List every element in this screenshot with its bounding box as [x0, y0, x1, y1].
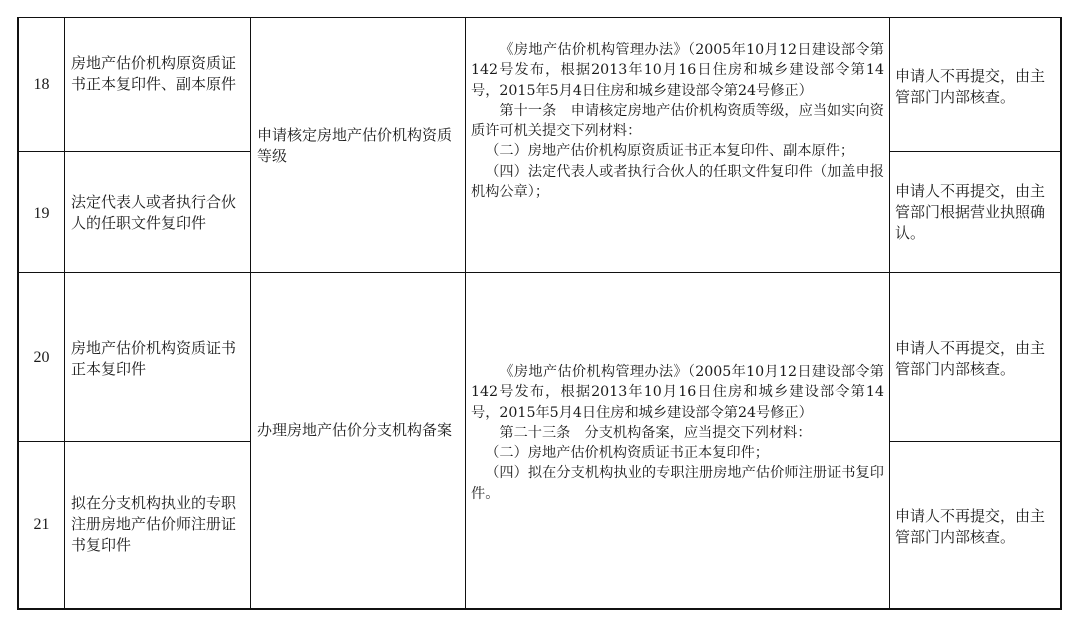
row-number: 20	[33, 349, 50, 366]
table-border-top	[17, 17, 1062, 18]
handling-cell: 申请人不再提交，由主管部门内部核查。	[895, 339, 1046, 378]
article-clause: （二）房地产估价机构资质证书正本复印件；	[485, 445, 769, 462]
column-divider	[889, 17, 890, 610]
material-cell: 法定代表人或者执行合伙人的任职文件复印件	[71, 193, 237, 232]
handling-cell: 申请人不再提交，由主管部门根据营业执照确认。	[895, 182, 1046, 242]
article-clause: （二）房地产估价机构原资质证书正本复印件、副本原件；	[485, 143, 855, 160]
row-divider	[889, 441, 1061, 442]
article-clause: （四）拟在分支机构执业的专职注册房地产估价师注册证书复印件。	[471, 465, 884, 502]
article-text: 第二十三条 分支机构备案，应当提交下列材料：	[499, 424, 812, 441]
column-divider	[465, 17, 466, 610]
regulation-citation: 《房地产估价机构管理办法》（2005年10月12日建设部令第142号发布，根据2013年10月16日住房和城乡建设部令第14号，2015年5月4日住房和城乡建设部令第24号修正）	[471, 42, 884, 99]
row-number: 21	[33, 516, 50, 533]
table-border-bottom	[17, 608, 1062, 610]
row-divider	[17, 151, 251, 152]
regulation-citation: 《房地产估价机构管理办法》（2005年10月12日建设部令第142号发布，根据2013年10月16日住房和城乡建设部令第14号，2015年5月4日住房和城乡建设部令第24号修正）	[471, 364, 884, 421]
table-border-right	[1060, 17, 1062, 610]
handling-cell: 申请人不再提交，由主管部门内部核查。	[895, 507, 1046, 546]
legal-basis-cell	[471, 40, 884, 202]
material-cell: 房地产估价机构原资质证书正本复印件、副本原件	[71, 54, 237, 93]
row-divider	[17, 441, 251, 442]
handling-cell: 申请人不再提交，由主管部门内部核查。	[895, 67, 1046, 106]
article-clause: （四）法定代表人或者执行合伙人的任职文件复印件（加盖申报机构公章）；	[471, 163, 884, 201]
article-text: 第十一条 申请核定房地产估价机构资质等级，应当如实向资质许可机关提交下列材料：	[471, 102, 884, 140]
row-divider	[17, 272, 1062, 273]
material-cell: 拟在分支机构执业的专职注册房地产估价师注册证书复印件	[71, 494, 237, 554]
row-divider	[889, 151, 1061, 152]
column-divider	[64, 17, 65, 610]
material-cell: 房地产估价机构资质证书正本复印件	[71, 339, 237, 378]
legal-basis-cell	[471, 362, 884, 504]
item-cell: 申请核定房地产估价机构资质等级	[257, 126, 453, 165]
row-number: 18	[33, 76, 50, 93]
row-number: 19	[33, 205, 50, 222]
column-divider	[250, 17, 251, 610]
item-cell: 办理房地产估价分支机构备案	[257, 421, 453, 439]
